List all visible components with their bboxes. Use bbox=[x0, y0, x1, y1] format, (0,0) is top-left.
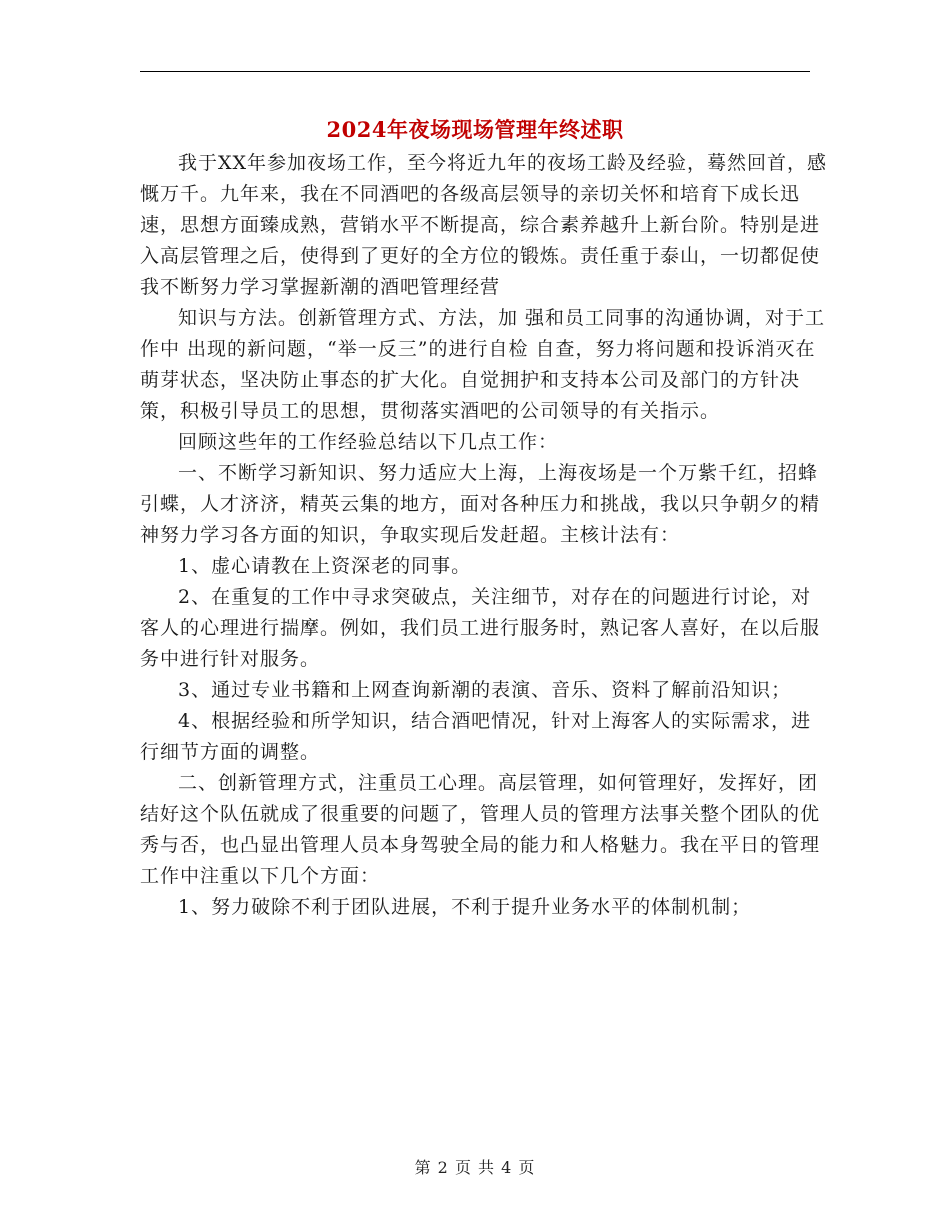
list-item: 3、通过专业书籍和上网查询新潮的表演、音乐、资料了解前沿知识； bbox=[178, 679, 792, 701]
document-title: 2024年夜场现场管理年终述职 bbox=[326, 117, 624, 142]
paragraph-section-one: 一、不断学习新知识、努力适应大上海，上海夜场是一个万紫千红，招蜂引蝶，人才济济，精英云集的地方，面对各种压力和挑战，我以只争朝夕的精神努力学习各方面的知识，争取实现后发赶超。主核计法有： bbox=[140, 462, 821, 546]
paragraph-section-two: 二、创新管理方式，注重员工心理。高层管理，如何管理好，发挥好，团结好这个队伍就成了很重要的问题了，管理人员的管理方法事关整个团队的优秀与否，也凸显出管理人员本身驾驶全局的能力和人格魅力。我在平日的管理工作中注重以下几个方面： bbox=[140, 772, 821, 887]
list-item: 4、根据经验和所学知识，结合酒吧情况，针对上海客人的实际需求，进行细节方面的调整。 bbox=[140, 710, 812, 763]
paragraph-intro: 我于XX年参加夜场工作，至今将近九年的夜场工龄及经验，蓦然回首，感慨万千。九年来，我在不同酒吧的各级高层领导的亲切关怀和培育下成长迅速，思想方面臻成熟，营销水平不断提高，综合素养越升上新台阶。特别是进入高层管理之后，使得到了更好的全方位的锻炼。责任重于泰山，一切都促使我不断努力学习掌握新潮的酒吧管理经营 bbox=[140, 152, 828, 298]
list-item: 1、虚心请教在上资深老的同事。 bbox=[178, 555, 472, 577]
paragraph-methods: 知识与方法。创新管理方式、方法，加 强和员工同事的沟通协调，对于工作中 出现的新问题，“举一反三”的进行自检 自查，努力将问题和投诉消灭在萌芽状态，坚决防止事态的扩大化。自觉拥护和支持本公司及部门的方针决策，积极引导员工的思想，贯彻落实酒吧的公司领导的有关指示。 bbox=[140, 307, 826, 422]
list-item: 1、努力破除不利于团队进展，不利于提升业务水平的体制机制； bbox=[178, 896, 752, 918]
document-body bbox=[140, 148, 830, 923]
header-rule bbox=[140, 71, 810, 72]
list-item: 2、在重复的工作中寻求突破点，关注细节，对存在的问题进行讨论，对客人的心理进行揣摩。例如，我们员工进行服务时，熟记客人喜好，在以后服务中进行针对服务。 bbox=[140, 586, 821, 670]
page-number-footer: 第 2 页 共 4 页 bbox=[414, 1158, 536, 1177]
paragraph-review: 回顾这些年的工作经验总结以下几点工作： bbox=[178, 431, 559, 453]
